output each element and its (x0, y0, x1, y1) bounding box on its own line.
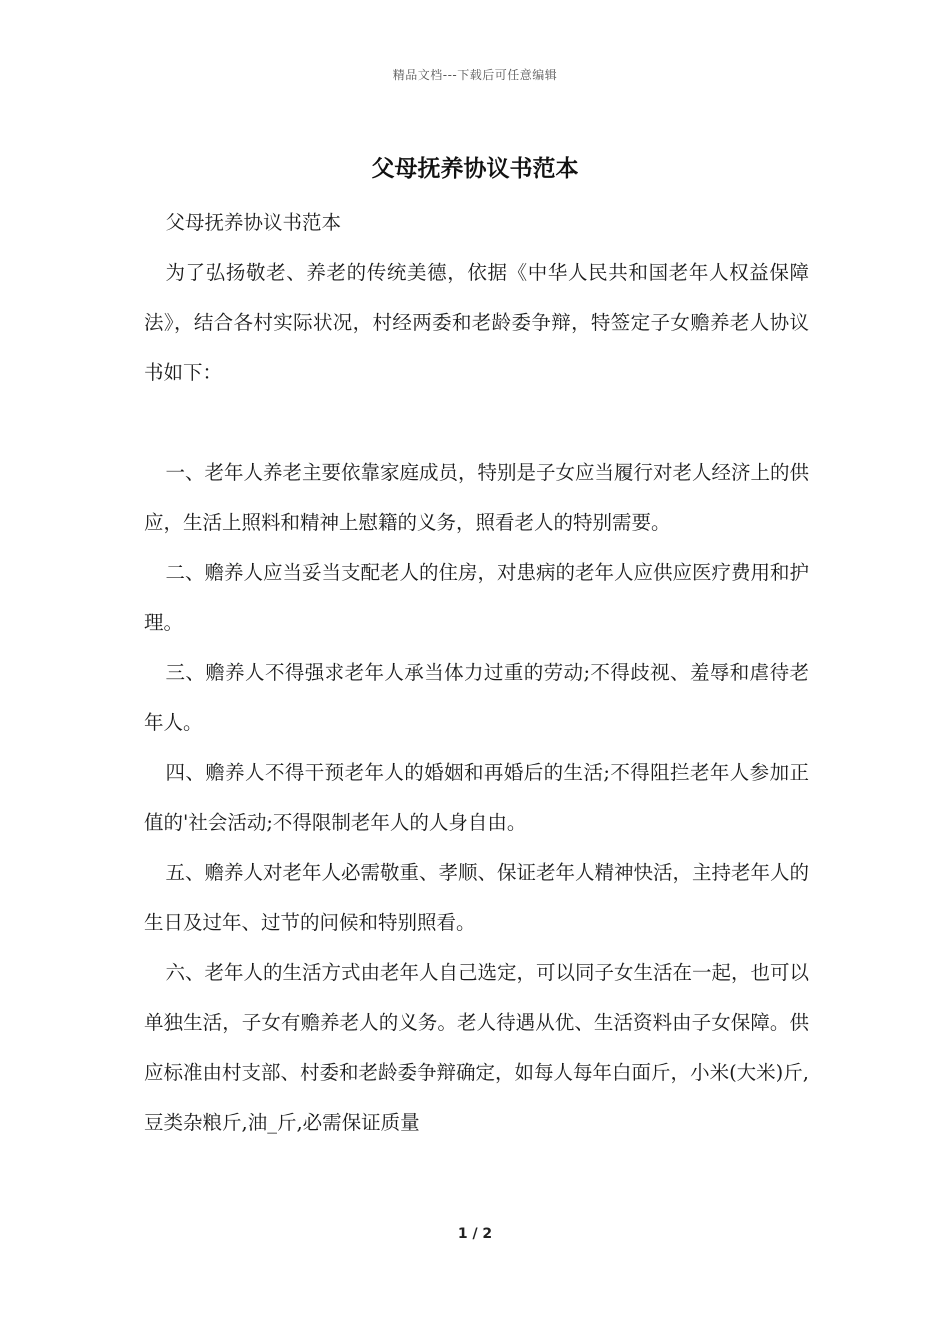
document-body (144, 198, 809, 1148)
clause-paragraph: 六、老年人的生活方式由老年人自己选定，可以同子女生活在一起，也可以单独生活，子女有赡养老人的义务。老人待遇从优、生活资料由子女保障。供应标准由村支部、村委和老龄委争辩确定，如每人每年白面斤，小米(大米)斤,豆类杂粮斤,油_斤,必需保证质量 (144, 961, 809, 1134)
clause-paragraph: 五、赡养人对老年人必需敬重、孝顺、保证老年人精神快活，主持老年人的生日及过年、过节的问候和特别照看。 (144, 861, 809, 934)
document-subtitle: 父母抚养协议书范本 (165, 211, 341, 234)
clause-paragraph: 一、老年人养老主要依靠家庭成员，特别是子女应当履行对老人经济上的供应，生活上照料和精神上慰籍的义务，照看老人的特别需要。 (144, 461, 809, 534)
intro-paragraph: 为了弘扬敬老、养老的传统美德，依据《中华人民共和国老年人权益保障法》，结合各村实际状况，村经两委和老龄委争辩，特签定子女赡养老人协议书如下： (144, 261, 809, 384)
clause-paragraph: 二、赡养人应当妥当支配老人的住房，对患病的老年人应供应医疗费用和护理。 (144, 561, 809, 634)
paragraph-spacer (144, 398, 809, 448)
clause-paragraph: 四、赡养人不得干预老年人的婚姻和再婚后的生活;不得阻拦老年人参加正值的'社会活动;不得限制老年人的人身自由。 (144, 761, 809, 834)
page-header: 精品文档---下载后可任意编辑 (392, 68, 558, 82)
document-title: 父母抚养协议书范本 (371, 155, 579, 182)
page-indicator: 1 / 2 (457, 1226, 493, 1242)
clause-paragraph: 三、赡养人不得强求老年人承当体力过重的劳动;不得歧视、羞辱和虐待老年人。 (144, 661, 809, 734)
